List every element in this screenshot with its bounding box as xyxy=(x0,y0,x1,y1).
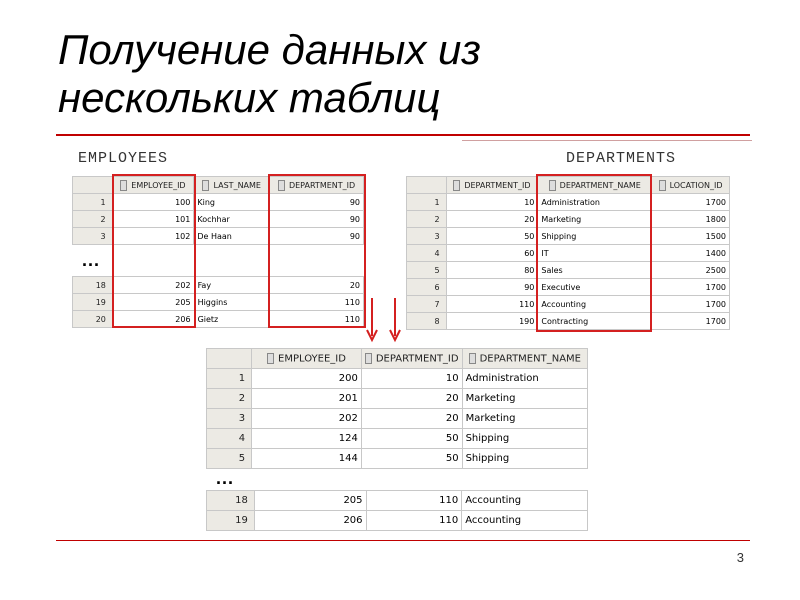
result-table-bottom xyxy=(206,490,588,531)
sort-icon xyxy=(365,353,372,364)
department-name-cell: Administration xyxy=(462,369,587,389)
row-number: 4 xyxy=(207,429,252,449)
employee-id-cell: 206 xyxy=(112,311,194,328)
row-number: 5 xyxy=(407,262,447,279)
department-id-cell: 90 xyxy=(270,211,364,228)
row-number: 18 xyxy=(73,277,113,294)
department-name-cell: Sales xyxy=(538,262,652,279)
column-header-department-id[interactable]: DEPARTMENT_ID xyxy=(361,349,462,369)
departments-header-row xyxy=(407,177,730,194)
department-id-cell: 110 xyxy=(270,294,364,311)
location-id-cell: 1700 xyxy=(652,296,730,313)
row-number: 19 xyxy=(207,511,255,531)
table-row xyxy=(73,277,364,294)
table-row xyxy=(73,211,364,228)
table-row xyxy=(207,369,588,389)
table-row xyxy=(73,311,364,328)
table-row xyxy=(407,313,730,330)
result-header-row xyxy=(207,349,588,369)
employee-id-cell: 202 xyxy=(252,409,362,429)
title-divider xyxy=(56,134,750,136)
department-id-cell: 20 xyxy=(446,211,538,228)
employee-id-cell: 205 xyxy=(254,491,366,511)
location-id-cell: 1400 xyxy=(652,245,730,262)
department-name-cell: IT xyxy=(538,245,652,262)
sort-icon xyxy=(278,180,285,191)
department-id-cell: 90 xyxy=(446,279,538,296)
employee-id-cell: 124 xyxy=(252,429,362,449)
footer-divider xyxy=(56,540,750,541)
column-header-employee-id[interactable]: EMPLOYEE_ID xyxy=(112,177,194,194)
department-id-cell: 80 xyxy=(446,262,538,279)
department-name-cell: Marketing xyxy=(462,389,587,409)
sort-icon xyxy=(202,180,209,191)
sort-icon xyxy=(469,353,476,364)
row-number: 19 xyxy=(73,294,113,311)
employee-id-cell: 202 xyxy=(112,277,194,294)
column-header-department-name[interactable]: DEPARTMENT_NAME xyxy=(538,177,652,194)
department-id-cell: 20 xyxy=(361,409,462,429)
table-row xyxy=(407,296,730,313)
department-name-cell: Accounting xyxy=(462,511,588,531)
table-row xyxy=(207,409,588,429)
column-header-employee-id[interactable]: EMPLOYEE_ID xyxy=(252,349,362,369)
department-name-cell: Shipping xyxy=(462,429,587,449)
department-id-cell: 20 xyxy=(270,277,364,294)
department-id-cell: 50 xyxy=(361,449,462,469)
employee-id-cell: 201 xyxy=(252,389,362,409)
column-header-department-name[interactable]: DEPARTMENT_NAME xyxy=(462,349,587,369)
department-id-cell: 90 xyxy=(270,194,364,211)
table-row xyxy=(407,211,730,228)
row-number: 1 xyxy=(73,194,113,211)
location-id-cell: 1700 xyxy=(652,194,730,211)
result-ellipsis: ... xyxy=(216,468,235,488)
departments-table xyxy=(406,176,730,330)
department-name-cell: Marketing xyxy=(538,211,652,228)
last-name-cell: Kochhar xyxy=(194,211,270,228)
title-divider-thin xyxy=(462,140,752,141)
rownum-header xyxy=(73,177,113,194)
last-name-cell: Fay xyxy=(194,277,270,294)
department-id-cell: 50 xyxy=(361,429,462,449)
table-row xyxy=(207,429,588,449)
row-number: 8 xyxy=(407,313,447,330)
table-row xyxy=(73,294,364,311)
table-row xyxy=(207,491,588,511)
row-number: 1 xyxy=(407,194,447,211)
sort-icon xyxy=(453,180,460,191)
department-id-cell: 10 xyxy=(446,194,538,211)
down-arrow-icon xyxy=(364,296,404,344)
location-id-cell: 1500 xyxy=(652,228,730,245)
employee-id-cell: 102 xyxy=(112,228,194,245)
employee-id-cell: 144 xyxy=(252,449,362,469)
rownum-header xyxy=(207,349,252,369)
department-id-cell: 20 xyxy=(361,389,462,409)
department-id-cell: 110 xyxy=(446,296,538,313)
department-name-cell: Shipping xyxy=(462,449,587,469)
employee-id-cell: 206 xyxy=(254,511,366,531)
row-number: 3 xyxy=(73,228,113,245)
column-header-last-name[interactable]: LAST_NAME xyxy=(194,177,270,194)
department-name-cell: Accounting xyxy=(538,296,652,313)
page-number: 3 xyxy=(736,550,744,565)
department-id-cell: 110 xyxy=(366,511,462,531)
department-name-cell: Marketing xyxy=(462,409,587,429)
employee-id-cell: 100 xyxy=(112,194,194,211)
result-table-top xyxy=(206,348,588,469)
row-number: 2 xyxy=(207,389,252,409)
row-number: 1 xyxy=(207,369,252,389)
table-row xyxy=(207,389,588,409)
table-row xyxy=(407,279,730,296)
table-row xyxy=(207,449,588,469)
row-number: 2 xyxy=(407,211,447,228)
column-header-location-id[interactable]: LOCATION_ID xyxy=(652,177,730,194)
sort-icon xyxy=(549,180,556,191)
row-number: 3 xyxy=(407,228,447,245)
department-name-cell: Shipping xyxy=(538,228,652,245)
row-number: 6 xyxy=(407,279,447,296)
last-name-cell: Higgins xyxy=(194,294,270,311)
table-row xyxy=(207,511,588,531)
row-number: 20 xyxy=(73,311,113,328)
employees-label: EMPLOYEES xyxy=(78,150,169,167)
employees-header-row xyxy=(73,177,364,194)
last-name-cell: King xyxy=(194,194,270,211)
column-header-department-id[interactable]: DEPARTMENT_ID xyxy=(446,177,538,194)
department-id-cell: 60 xyxy=(446,245,538,262)
department-id-cell: 10 xyxy=(361,369,462,389)
departments-label: DEPARTMENTS xyxy=(566,150,677,167)
row-number: 3 xyxy=(207,409,252,429)
table-row xyxy=(407,262,730,279)
title-line-2: нескольких таблиц xyxy=(58,74,441,121)
row-number: 7 xyxy=(407,296,447,313)
employees-table-top xyxy=(72,176,364,245)
employees-ellipsis: ... xyxy=(82,250,101,270)
department-id-cell: 90 xyxy=(270,228,364,245)
location-id-cell: 1800 xyxy=(652,211,730,228)
department-name-cell: Administration xyxy=(538,194,652,211)
row-number: 2 xyxy=(73,211,113,228)
employees-table-bottom xyxy=(72,276,364,328)
employee-id-cell: 205 xyxy=(112,294,194,311)
table-row xyxy=(407,194,730,211)
location-id-cell: 1700 xyxy=(652,313,730,330)
sort-icon xyxy=(120,180,127,191)
row-number: 18 xyxy=(207,491,255,511)
table-row xyxy=(407,245,730,262)
table-row xyxy=(73,194,364,211)
department-id-cell: 110 xyxy=(270,311,364,328)
last-name-cell: Gietz xyxy=(194,311,270,328)
department-id-cell: 190 xyxy=(446,313,538,330)
rownum-header xyxy=(407,177,447,194)
last-name-cell: De Haan xyxy=(194,228,270,245)
table-row xyxy=(407,228,730,245)
employee-id-cell: 200 xyxy=(252,369,362,389)
department-name-cell: Executive xyxy=(538,279,652,296)
department-name-cell: Contracting xyxy=(538,313,652,330)
table-row xyxy=(73,228,364,245)
column-header-department-id[interactable]: DEPARTMENT_ID xyxy=(270,177,364,194)
employee-id-cell: 101 xyxy=(112,211,194,228)
department-name-cell: Accounting xyxy=(462,491,588,511)
page-title xyxy=(58,26,481,122)
department-id-cell: 50 xyxy=(446,228,538,245)
title-line-1: Получение данных из xyxy=(58,26,481,73)
sort-icon xyxy=(659,180,666,191)
department-id-cell: 110 xyxy=(366,491,462,511)
location-id-cell: 2500 xyxy=(652,262,730,279)
row-number: 4 xyxy=(407,245,447,262)
sort-icon xyxy=(267,353,274,364)
location-id-cell: 1700 xyxy=(652,279,730,296)
row-number: 5 xyxy=(207,449,252,469)
